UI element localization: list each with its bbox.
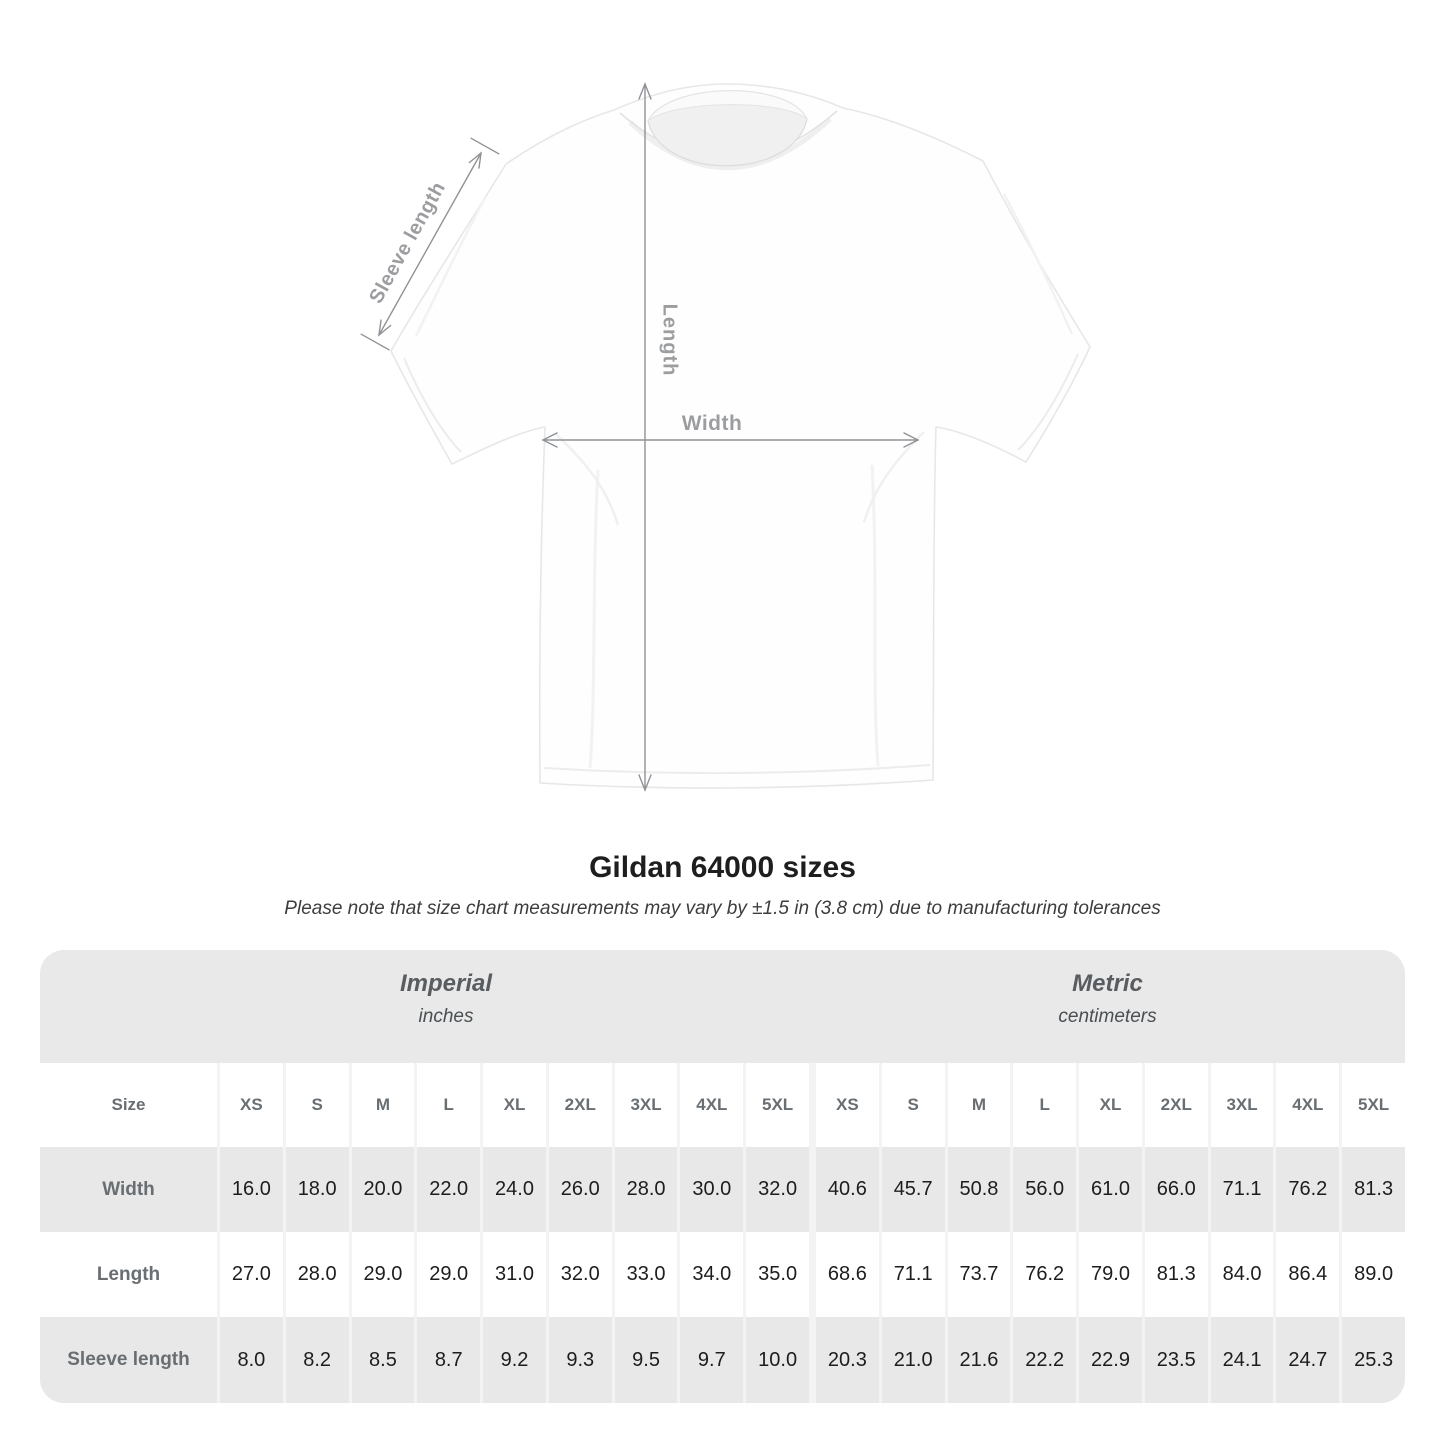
table-cell: 81.3	[1342, 1147, 1405, 1232]
table-cell: 86.4	[1276, 1232, 1339, 1317]
table-cell: 79.0	[1079, 1232, 1142, 1317]
table-cell: 68.6	[816, 1232, 879, 1317]
table-row-length	[40, 1232, 1405, 1317]
table-cell: 56.0	[1013, 1147, 1076, 1232]
table-cell: 40.6	[816, 1147, 879, 1232]
table-cell: 8.7	[417, 1317, 480, 1403]
table-cell: 32.0	[549, 1232, 612, 1317]
section-divider	[812, 1232, 813, 1317]
size-col-header: XL	[1079, 1063, 1142, 1147]
table-cell: 25.3	[1342, 1317, 1405, 1403]
row-label: Length	[40, 1232, 217, 1317]
width-dimension-label: Width	[681, 412, 743, 435]
size-col-header: S	[286, 1063, 349, 1147]
size-col-header: 4XL	[680, 1063, 743, 1147]
table-cell: 9.5	[615, 1317, 678, 1403]
page-title: Gildan 64000 sizes	[589, 851, 856, 884]
size-header-row	[40, 1063, 1405, 1147]
row-label: Width	[40, 1147, 217, 1232]
table-cell: 24.0	[483, 1147, 546, 1232]
table-cell: 21.0	[882, 1317, 945, 1403]
table-cell: 71.1	[882, 1232, 945, 1317]
table-cell: 8.2	[286, 1317, 349, 1403]
size-col-header: 4XL	[1276, 1063, 1339, 1147]
section-divider	[812, 1317, 813, 1403]
size-col-header: XL	[483, 1063, 546, 1147]
table-cell: 26.0	[549, 1147, 612, 1232]
size-col-header: 2XL	[1145, 1063, 1208, 1147]
size-col-header: L	[1013, 1063, 1076, 1147]
table-cell: 73.7	[948, 1232, 1011, 1317]
table-cell: 21.6	[948, 1317, 1011, 1403]
table-cell: 10.0	[746, 1317, 809, 1403]
table-cell: 71.1	[1211, 1147, 1274, 1232]
section-divider	[812, 1147, 813, 1232]
table-cell: 9.2	[483, 1317, 546, 1403]
table-cell: 16.0	[220, 1147, 283, 1232]
size-col-header: 3XL	[615, 1063, 678, 1147]
table-cell: 33.0	[615, 1232, 678, 1317]
size-col-header: 5XL	[1342, 1063, 1405, 1147]
table-cell: 8.5	[352, 1317, 415, 1403]
table-cell: 22.0	[417, 1147, 480, 1232]
table-cell: 35.0	[746, 1232, 809, 1317]
table-cell: 32.0	[746, 1147, 809, 1232]
table-cell: 24.1	[1211, 1317, 1274, 1403]
table-cell: 9.3	[549, 1317, 612, 1403]
table-cell: 76.2	[1013, 1232, 1076, 1317]
tolerance-note: Please note that size chart measurements may vary by ±1.5 in (3.8 cm) due to manufacturing tolerances	[284, 898, 1161, 919]
size-chart-table	[40, 950, 1405, 1403]
table-cell: 24.7	[1276, 1317, 1339, 1403]
table-cell: 28.0	[615, 1147, 678, 1232]
size-col-header: 3XL	[1211, 1063, 1274, 1147]
table-cell: 28.0	[286, 1232, 349, 1317]
length-dimension-label: Length	[658, 303, 681, 377]
table-cell: 45.7	[882, 1147, 945, 1232]
size-col-header: S	[882, 1063, 945, 1147]
tshirt-body	[391, 84, 1090, 788]
unit-system-header-band	[40, 950, 1405, 1063]
row-label: Sleeve length	[40, 1317, 217, 1403]
table-cell: 34.0	[680, 1232, 743, 1317]
imperial-section-header	[40, 970, 852, 1028]
table-cell: 30.0	[680, 1147, 743, 1232]
table-row-width	[40, 1147, 1405, 1232]
metric-section-unit: centimeters	[1058, 1006, 1157, 1027]
metric-section-title: Metric	[1072, 970, 1143, 997]
size-col-header: M	[352, 1063, 415, 1147]
size-col-header: 2XL	[549, 1063, 612, 1147]
table-cell: 23.5	[1145, 1317, 1208, 1403]
imperial-section-unit: inches	[418, 1006, 474, 1027]
size-col-header: L	[417, 1063, 480, 1147]
table-cell: 20.0	[352, 1147, 415, 1232]
table-row-sleeve-length	[40, 1317, 1405, 1403]
sleeve-length-dimension-label: Sleeve length	[365, 178, 451, 308]
size-col-header: XS	[816, 1063, 879, 1147]
table-cell: 22.9	[1079, 1317, 1142, 1403]
table-cell: 29.0	[352, 1232, 415, 1317]
table-cell: 89.0	[1342, 1232, 1405, 1317]
table-cell: 81.3	[1145, 1232, 1208, 1317]
table-cell: 20.3	[816, 1317, 879, 1403]
table-cell: 84.0	[1211, 1232, 1274, 1317]
imperial-section-title: Imperial	[399, 970, 493, 997]
table-cell: 50.8	[948, 1147, 1011, 1232]
table-cell: 76.2	[1276, 1147, 1339, 1232]
size-col-header: XS	[220, 1063, 283, 1147]
table-cell: 27.0	[220, 1232, 283, 1317]
section-divider	[812, 1063, 813, 1147]
metric-section-header	[810, 970, 1405, 1028]
table-cell: 66.0	[1145, 1147, 1208, 1232]
size-corner-header: Size	[40, 1063, 217, 1147]
table-cell: 22.2	[1013, 1317, 1076, 1403]
table-cell: 9.7	[680, 1317, 743, 1403]
table-cell: 31.0	[483, 1232, 546, 1317]
table-cell: 29.0	[417, 1232, 480, 1317]
size-col-header: 5XL	[746, 1063, 809, 1147]
table-cell: 61.0	[1079, 1147, 1142, 1232]
table-cell: 8.0	[220, 1317, 283, 1403]
size-col-header: M	[948, 1063, 1011, 1147]
table-cell: 18.0	[286, 1147, 349, 1232]
